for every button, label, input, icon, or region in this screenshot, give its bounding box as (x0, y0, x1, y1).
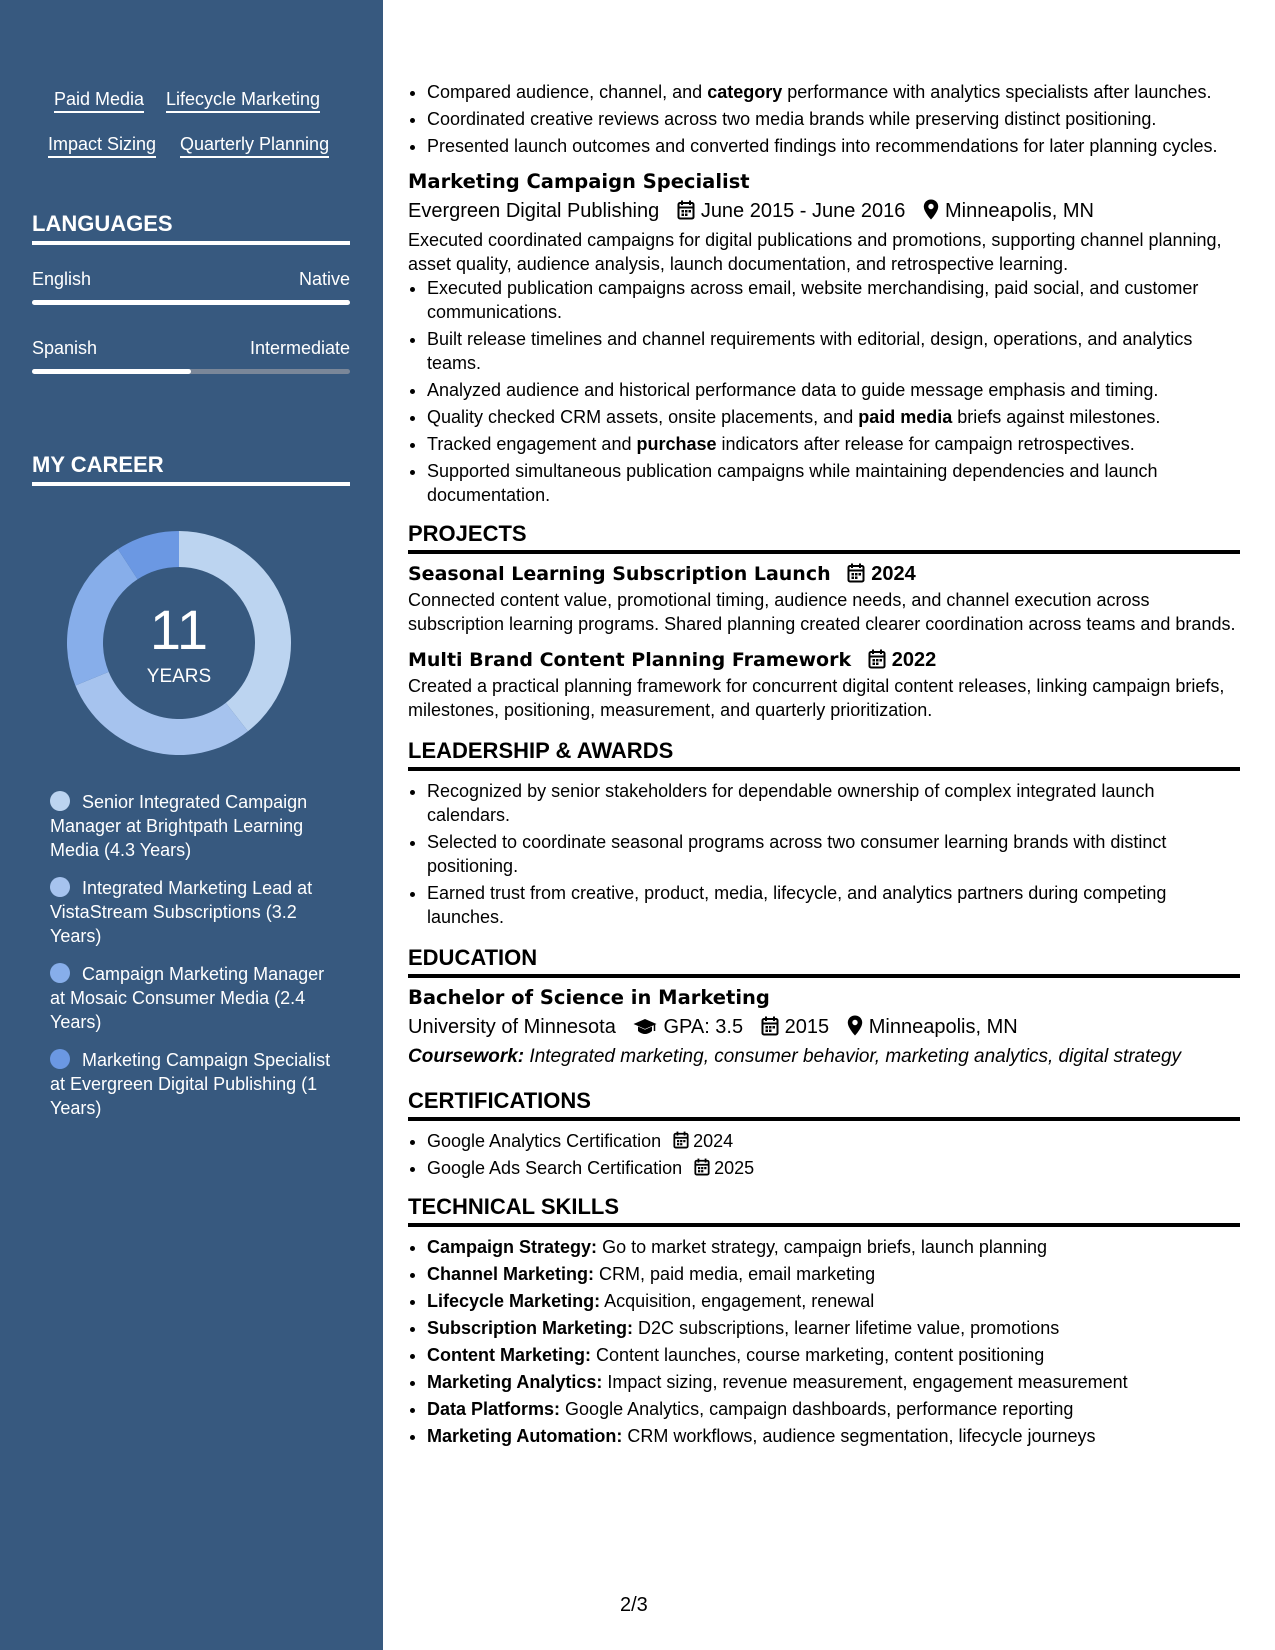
skill-value: CRM, paid media, email marketing (599, 1264, 876, 1284)
bullet-item: • Analyzed audience and historical performance data to guide message emphasis and timing. (427, 378, 1240, 402)
certification-item (427, 1129, 1240, 1153)
bullet-item: • Built release timelines and channel requirements with editorial, design, operations, and analytics teams. (427, 327, 1240, 375)
career-text: Marketing Campaign Specialist at Evergreen Digital Publishing (1 Years) (50, 1050, 331, 1118)
skill-item (427, 1424, 1240, 1448)
skill-label: Channel Marketing: (427, 1264, 595, 1284)
sidebar (0, 0, 383, 1650)
language-proficiency-fill (32, 300, 350, 305)
project-entry (408, 560, 1240, 636)
calendar-icon (694, 1158, 710, 1176)
career-dot-icon (50, 791, 70, 811)
calendar-icon (847, 563, 865, 583)
language-proficiency-bar (32, 369, 350, 374)
language-proficiency-fill (32, 369, 191, 374)
language-row (32, 337, 350, 359)
previous-job-bullets (408, 80, 1240, 158)
career-dot-icon (50, 963, 70, 983)
calendar-icon (677, 200, 695, 220)
skill-value: Impact sizing, revenue measurement, engagement measurement (607, 1372, 1128, 1392)
leadership-heading: LEADERSHIP & AWARDS (408, 738, 1240, 771)
project-description: Created a practical planning framework for concurrent digital content releases, linking campaign briefs, milestones, positioning, measurement, and quarterly prioritization. (408, 676, 1225, 720)
page-number: 2/3 (620, 1594, 648, 1616)
language-row (32, 268, 350, 290)
career-list (50, 790, 340, 1134)
total-years-label: YEARS (146, 666, 212, 687)
skill-label: Campaign Strategy: (427, 1237, 598, 1257)
project-title: Multi Brand Content Planning Framework (408, 649, 852, 671)
certification-year: 2025 (714, 1158, 755, 1178)
certification-name: Google Analytics Certification (427, 1131, 662, 1151)
skill-item (427, 1370, 1240, 1394)
tag-quarterly-planning[interactable]: Quarterly Planning (180, 133, 329, 158)
project-title-row (408, 646, 1240, 674)
bullet-item: • Tracked engagement and purchase indicators after release for campaign retrospectives. (427, 432, 1240, 456)
main-content (408, 0, 1240, 1650)
tag-paid-media[interactable]: Paid Media (54, 88, 144, 113)
skill-item (427, 1397, 1240, 1421)
project-entry (408, 646, 1240, 722)
certification-year: 2024 (693, 1131, 734, 1151)
project-title-row (408, 560, 1240, 588)
degree-title: Bachelor of Science in Marketing (408, 986, 770, 1009)
career-item (50, 790, 340, 862)
languages-heading: LANGUAGES (32, 211, 350, 245)
skill-value: CRM workflows, audience segmentation, lifecycle journeys (627, 1426, 1096, 1446)
certification-item (427, 1156, 1240, 1180)
tag-impact-sizing[interactable]: Impact Sizing (48, 133, 156, 158)
projects-heading: PROJECTS (408, 521, 1240, 554)
career-item (50, 1048, 340, 1120)
skill-item (427, 1235, 1240, 1259)
career-item (50, 962, 340, 1034)
skill-label: Marketing Analytics: (427, 1372, 603, 1392)
skill-value: Acquisition, engagement, renewal (604, 1291, 875, 1311)
bullet-item: • Earned trust from creative, product, media, lifecycle, and analytics partners during competing launches. (427, 881, 1240, 929)
graduation-cap-icon (633, 1018, 657, 1036)
job-meta (408, 196, 1240, 226)
career-item (50, 876, 340, 948)
job-company: Evergreen Digital Publishing (408, 200, 660, 222)
calendar-icon (761, 1016, 779, 1036)
language-proficiency-bar (32, 300, 350, 305)
calendar-icon (868, 649, 886, 669)
skill-item (427, 1262, 1240, 1286)
coursework (408, 1042, 1240, 1072)
language-name: Spanish (32, 338, 98, 358)
job-dates: June 2015 - June 2016 (700, 200, 906, 222)
language-name: English (32, 269, 92, 289)
location-pin-icon (923, 199, 939, 220)
skills-list (408, 1235, 1240, 1448)
skill-value: D2C subscriptions, learner lifetime value, promotions (638, 1318, 1060, 1338)
skill-label: Lifecycle Marketing: (427, 1291, 601, 1311)
education-heading: EDUCATION (408, 945, 1240, 978)
bullet-item: • Executed publication campaigns across email, website merchandising, paid social, and customer communications. (427, 276, 1240, 324)
job-title: Marketing Campaign Specialist (408, 170, 750, 193)
calendar-icon (673, 1131, 689, 1149)
skill-item (427, 1289, 1240, 1313)
coursework-label: Coursework: (408, 1046, 525, 1067)
skill-label: Data Platforms: (427, 1399, 561, 1419)
school-name: University of Minnesota (408, 1016, 616, 1038)
gpa: GPA: 3.5 (663, 1016, 744, 1038)
skill-label: Content Marketing: (427, 1345, 591, 1365)
skill-label: Marketing Automation: (427, 1426, 623, 1446)
bullet-item: • Recognized by senior stakeholders for dependable ownership of complex integrated launch calendars. (427, 779, 1240, 827)
skill-item (427, 1316, 1240, 1340)
career-donut-chart (66, 530, 292, 756)
bullet-item: • Quality checked CRM assets, onsite placements, and paid media briefs against milestones. (427, 405, 1240, 429)
job-location: Minneapolis, MN (944, 200, 1094, 222)
certifications-heading: CERTIFICATIONS (408, 1088, 1240, 1121)
skill-value: Google Analytics, campaign dashboards, performance reporting (565, 1399, 1074, 1419)
language-level: Intermediate (249, 338, 350, 358)
job-bullets (408, 276, 1240, 507)
project-year: 2022 (891, 649, 937, 671)
skill-value: Content launches, course marketing, content positioning (596, 1345, 1045, 1365)
skill-value: Go to market strategy, campaign briefs, launch planning (602, 1237, 1047, 1257)
location-pin-icon (847, 1015, 863, 1036)
bullet-item: • Presented launch outcomes and converted findings into recommendations for later planning cycles. (427, 134, 1240, 158)
education-meta (408, 1012, 1240, 1042)
leadership-bullets (408, 779, 1240, 929)
career-dot-icon (50, 877, 70, 897)
skills-heading: TECHNICAL SKILLS (408, 1194, 1240, 1227)
skill-item (427, 1343, 1240, 1367)
tag-lifecycle-marketing[interactable]: Lifecycle Marketing (166, 88, 320, 113)
project-title: Seasonal Learning Subscription Launch (408, 563, 831, 585)
bullet-item: • Compared audience, channel, and category performance with analytics specialists after launches. (427, 80, 1240, 104)
certification-name: Google Ads Search Certification (427, 1158, 683, 1178)
skill-label: Subscription Marketing: (427, 1318, 634, 1338)
bullet-item: • Coordinated creative reviews across two media brands while preserving distinct positioning. (427, 107, 1240, 131)
bullet-item: • Selected to coordinate seasonal programs across two consumer learning brands with distinct positioning. (427, 830, 1240, 878)
graduation-year: 2015 (784, 1016, 830, 1038)
career-text: Integrated Marketing Lead at VistaStream Subscriptions (3.2 Years) (50, 878, 313, 946)
certifications-list (408, 1129, 1240, 1180)
education-location: Minneapolis, MN (868, 1016, 1018, 1038)
career-dot-icon (50, 1049, 70, 1069)
career-text: Campaign Marketing Manager at Mosaic Consumer Media (2.4 Years) (50, 964, 325, 1032)
job-summary: Executed coordinated campaigns for digital publications and promotions, supporting channel planning, asset quality, audience analysis, launch documentation, and retrospective learning. (408, 230, 1222, 274)
total-years-value: 11 (149, 598, 209, 661)
project-year: 2024 (871, 563, 916, 585)
bullet-item: • Supported simultaneous publication campaigns while maintaining dependencies and launch documentation. (427, 459, 1240, 507)
language-level: Native (298, 269, 350, 289)
coursework-value: Integrated marketing, consumer behavior, marketing analytics, digital strategy (529, 1046, 1182, 1067)
career-heading: MY CAREER (32, 452, 350, 486)
project-description: Connected content value, promotional timing, audience needs, and channel execution across subscription learning programs. Shared planning created clearer coordination across teams and brands. (408, 590, 1236, 634)
job-entry (408, 168, 1240, 507)
career-text: Senior Integrated Campaign Manager at Brightpath Learning Media (4.3 Years) (50, 792, 308, 860)
education-entry (408, 984, 1240, 1072)
